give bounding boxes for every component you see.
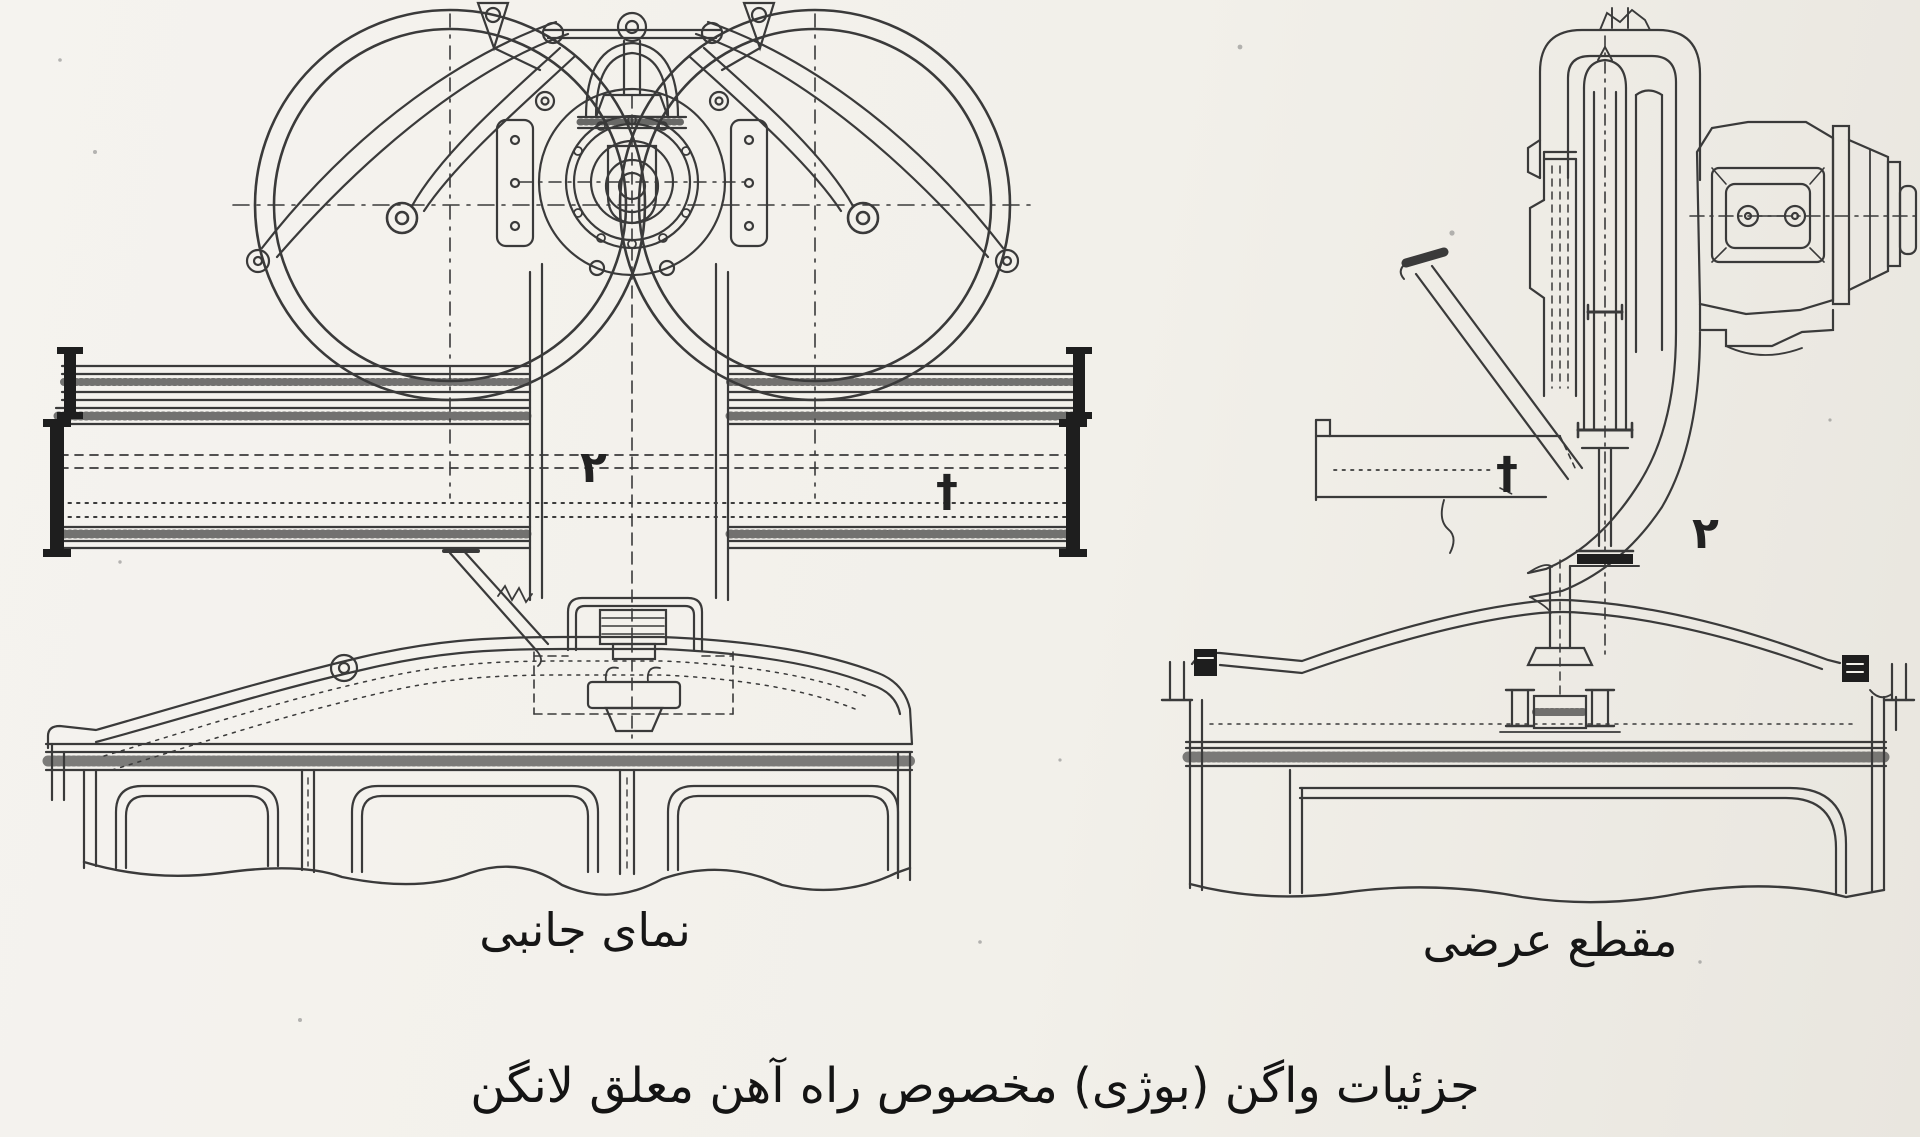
cross-section-suspension <box>1500 560 1620 732</box>
cross-section-motor <box>1690 122 1917 355</box>
cross-section-drawing <box>1162 8 1917 902</box>
cross-section-numeral-2: ٢ <box>1692 508 1719 559</box>
figure-caption: جزئیات واگن (بوژی) مخصوص راه آهن معلق لانگن <box>470 1058 1480 1114</box>
cross-section-label: مقطع عرضی <box>1422 913 1678 967</box>
cross-section-window <box>1300 788 1846 893</box>
side-view-numeral-2: ٢ <box>580 442 607 493</box>
side-view-car-roof <box>48 637 912 770</box>
side-view-windows <box>116 770 898 874</box>
cross-section-side-beam <box>1316 420 1576 553</box>
side-view-car-body <box>46 744 912 895</box>
side-view-drawing <box>43 3 1092 895</box>
side-view-label: نمای جانبی <box>479 903 691 957</box>
cross-section-dagger-mark: † <box>1496 448 1518 499</box>
side-view-top-linkage <box>478 3 774 117</box>
side-view-rail-beam <box>43 347 1092 557</box>
cross-section-diagonal-strut <box>1401 252 1582 479</box>
cross-section-torn-edge <box>1190 884 1884 902</box>
cross-section-hanger-arm <box>1528 180 1700 613</box>
side-view-torn-edge <box>84 862 910 895</box>
cross-section-roof <box>1162 600 1914 700</box>
side-view-roof-suspension <box>534 598 733 731</box>
side-view-dagger-mark: † <box>936 466 958 517</box>
